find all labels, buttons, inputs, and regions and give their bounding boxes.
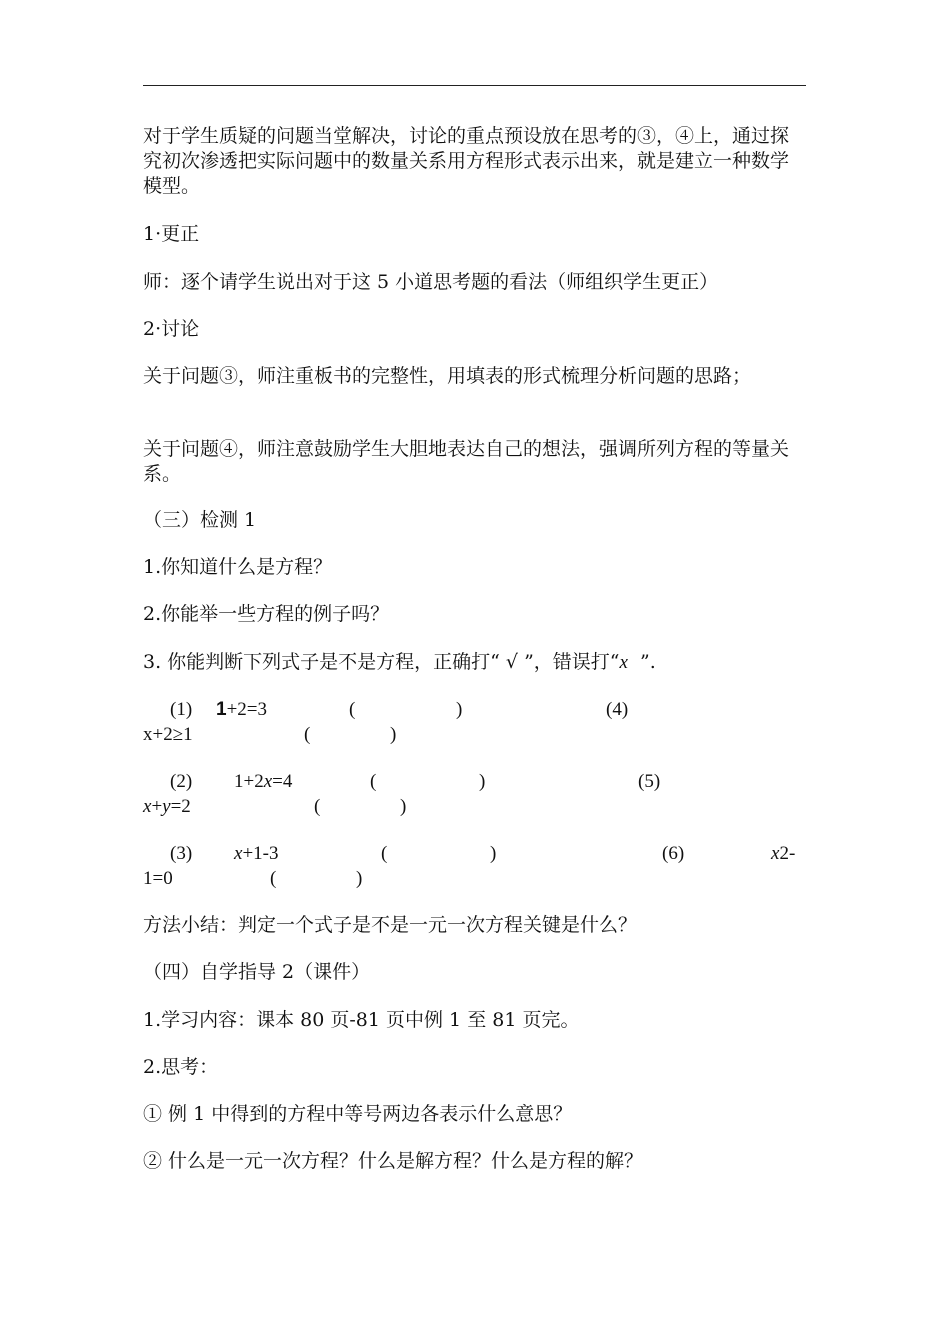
guide-question-1: ① 例 1 中得到的方程中等号两边各表示什么意思？	[143, 1103, 573, 1125]
exercise-4-paren-open[interactable]: (	[304, 724, 311, 745]
exercise-5-x: x	[143, 796, 152, 817]
wrong-mark: x	[619, 652, 628, 673]
exercise-6-label: (6)	[662, 843, 685, 864]
exercise-3-b: +1-3	[242, 843, 279, 864]
exercise-1-bold: 1	[216, 699, 227, 720]
exercise-6-b: 2-	[779, 843, 796, 864]
test-heading: （三）检测 1	[143, 509, 257, 531]
test-item-3	[143, 650, 806, 675]
test-item-3-end: ”.	[627, 651, 656, 673]
exercise-4-paren-close[interactable]: )	[390, 724, 397, 745]
exercise-6-paren-open[interactable]: (	[270, 868, 277, 889]
intro-paragraph: 对于学生质疑的问题当堂解决，讨论的重点预设放在思考的③，④上，通过探究初次渗透把实际问题中的数量关系用方程形式表示出来，就是建立一种数学模型。	[143, 125, 790, 197]
exercise-2-paren-close[interactable]: )	[479, 771, 486, 792]
guide-item-2: 2.思考：	[143, 1056, 219, 1078]
exercise-5-label: (5)	[638, 771, 661, 792]
question4-paragraph: 关于问题④，师注意鼓励学生大胆地表达自己的想法，强调所列方程的等量关系。	[143, 438, 790, 485]
method-summary: 方法小结：判定一个式子是不是一元一次方程关键是什么？	[143, 914, 638, 936]
exercise-6-expr-end: 1=0	[143, 868, 173, 889]
exercise-5-paren-open[interactable]: (	[314, 796, 321, 817]
exercise-4-expr: x+2≥1	[143, 724, 193, 745]
guide-question-2: ② 什么是一元一次方程？什么是解方程？什么是方程的解？	[143, 1150, 644, 1172]
exercise-2-x: x	[263, 771, 273, 792]
test-item-2: 2.你能举一些方程的例子吗？	[143, 603, 390, 625]
discuss-heading: 2·讨论	[143, 318, 200, 340]
correct-heading: 1·更正	[143, 223, 200, 245]
exercise-6-x: x	[771, 843, 780, 864]
correct-text: 师：逐个请学生说出对于这 5 小道思考题的看法（师组织学生更正）	[143, 271, 719, 293]
exercise-5-y: y	[162, 796, 171, 817]
exercise-2-expr	[234, 769, 292, 794]
header-rule	[143, 85, 806, 86]
question3-paragraph: 关于问题③，师注重板书的完整性，用填表的形式梳理分析问题的思路；	[143, 365, 752, 387]
exercise-5-paren-close[interactable]: )	[400, 796, 407, 817]
exercise-2-paren-open[interactable]: (	[370, 771, 377, 792]
exercise-4-label: (4)	[606, 699, 629, 720]
exercise-2-a: 1+2	[234, 771, 264, 792]
exercise-1-expr	[216, 697, 267, 722]
exercise-2-b: =4	[272, 771, 293, 792]
test-item-1: 1.你知道什么是方程？	[143, 556, 333, 578]
exercise-6-paren-close[interactable]: )	[356, 868, 363, 889]
exercise-1-paren-close[interactable]: )	[456, 699, 463, 720]
exercise-3-expr	[234, 841, 278, 866]
exercise-3-label: (3)	[170, 843, 193, 864]
exercise-3-paren-open[interactable]: (	[381, 843, 388, 864]
test-item-3-text: 3. 你能判断下列式子是不是方程，正确打“ √ ”，错误打“	[143, 651, 620, 673]
exercise-1-rest: +2=3	[226, 699, 268, 720]
exercise-1-label: (1)	[170, 699, 193, 720]
exercise-5-expr	[143, 794, 191, 819]
exercise-2-label: (2)	[170, 771, 193, 792]
exercise-5-b: =2	[170, 796, 191, 817]
guide-item-1: 1.学习内容：课本 80 页-81 页中例 1 至 81 页完。	[143, 1009, 580, 1031]
exercise-3-x: x	[234, 843, 243, 864]
exercise-1-paren-open[interactable]: (	[349, 699, 356, 720]
exercise-5-plus: +	[151, 796, 163, 817]
guide-heading: （四）自学指导 2（课件）	[143, 961, 371, 983]
exercise-3-paren-close[interactable]: )	[490, 843, 497, 864]
exercise-6-expr-start	[771, 841, 795, 866]
